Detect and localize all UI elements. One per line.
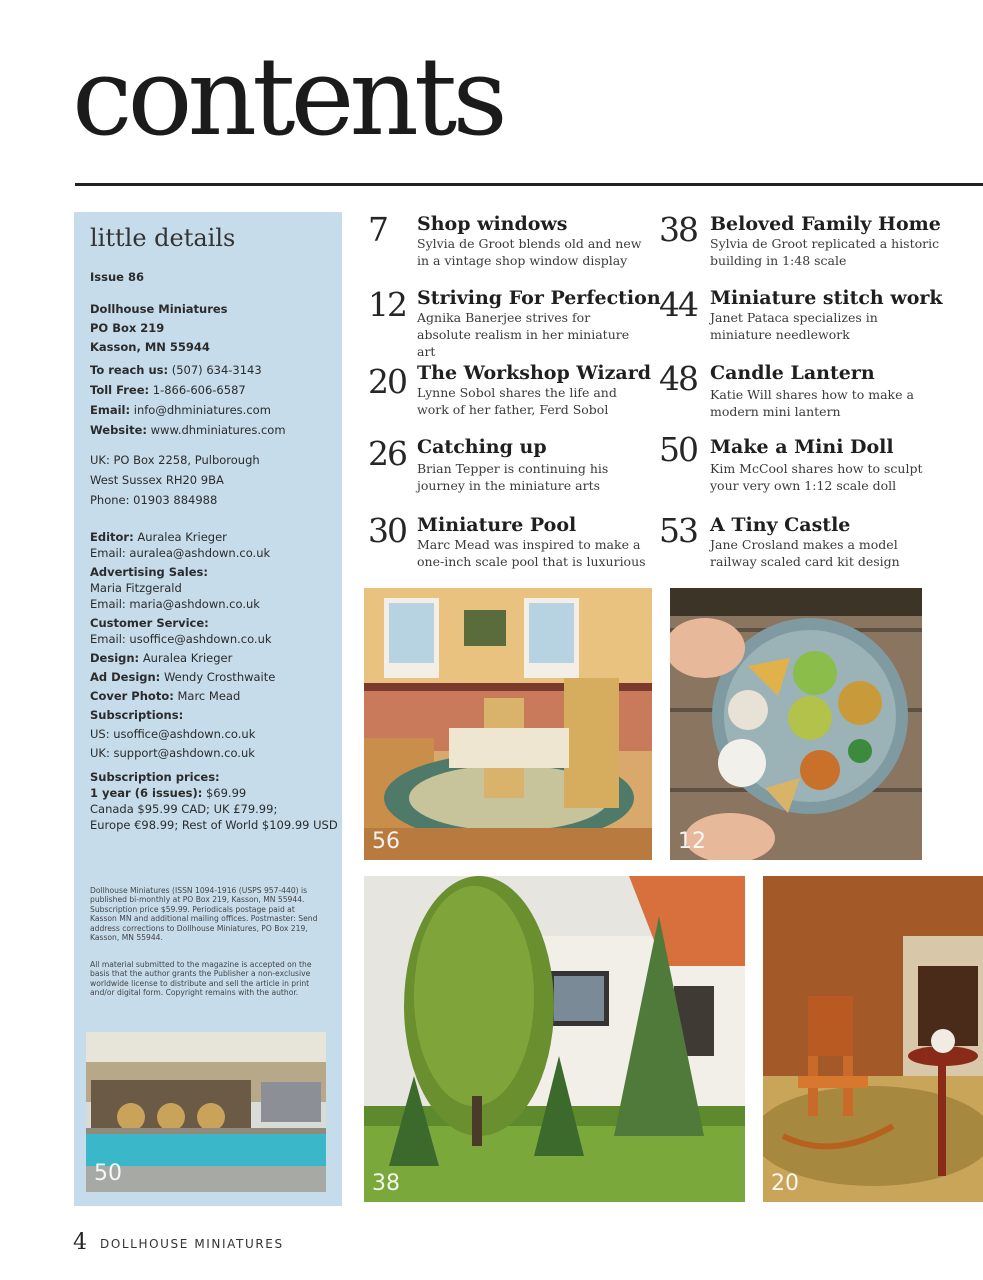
customer-service-email: Email: usoffice@ashdown.co.uk [90,632,272,646]
article-description: Agnika Banerjee strives for absolute realism in her miniature art [417,310,630,359]
article-page-number: 20 [368,362,406,401]
article-description: Sylvia de Groot replicated a historic building in 1:48 scale [710,236,940,268]
subscriptions-label: Subscriptions: [90,708,184,722]
miniature-food-photo[interactable] [670,588,922,860]
copyright-notice: All material submitted to the magazine is accepted on the basis that the author grants the Publisher a non-exclusive worldwide license to distribute and sell the article in print and/or digital form. Copyright remains with the author. [90,960,312,998]
photo-page-label: 12 [678,829,706,854]
contact-list [90,360,286,440]
article-page-number: 48 [659,359,697,398]
article-page-number: 38 [659,210,697,249]
toll-free-line: Toll Free: 1-866-606-6587 [90,383,246,397]
info-email-link[interactable]: info@dhminiatures.com [133,403,271,417]
article-description: Kim McCool shares how to sculpt your very own 1:12 scale doll [710,461,923,493]
subscription-prices-label: Subscription prices: [90,770,220,784]
article-title[interactable]: Catching up [417,436,547,458]
food-plate-illustration [670,588,922,860]
article-description: Marc Mead was inspired to make a one-inch scale pool that is luxurious [417,537,646,569]
article-title[interactable]: Beloved Family Home [710,213,941,235]
sidebar-heading: little details [90,224,236,252]
article-description: Lynne Sobol shares the life and work of her father, Ferd Sobol [417,385,617,417]
article-title[interactable]: The Workshop Wizard [417,362,651,384]
article-description: Katie Will shares how to make a modern mini lantern [710,387,914,419]
trees-house-illustration [364,876,745,1202]
subscriptions-us: US: usoffice@ashdown.co.uk [90,727,256,741]
article-page-number: 44 [659,285,697,324]
article-page-number: 30 [368,511,406,550]
subscriptions-uk: UK: support@ashdown.co.uk [90,746,255,760]
subscription-price-intl: Canada $95.99 CAD; UK £79.99; [90,802,278,816]
photo-page-label: 20 [771,1171,799,1196]
customer-service-label: Customer Service: [90,616,209,630]
dining-room-illustration [364,588,652,860]
article-page-number: 26 [368,434,406,473]
ad-sales-email: Email: maria@ashdown.co.uk [90,597,260,611]
rocking-chair-photo[interactable] [763,876,983,1202]
staff-credits [90,529,338,833]
article-description: Jane Crosland makes a model railway scaled card kit design [710,537,900,569]
article-page-number: 50 [659,430,697,469]
article-page-number: 7 [368,210,387,249]
editor-email: Email: auralea@ashdown.co.uk [90,546,271,560]
subscription-price-world: Europe €98.99; Rest of World $109.99 USD [90,818,338,832]
website-link[interactable]: www.dhminiatures.com [150,423,286,437]
page-title: contents [72,35,503,160]
article-title[interactable]: Shop windows [417,213,568,235]
trees-house-photo[interactable] [364,876,745,1202]
pool-illustration [86,1032,326,1192]
ad-sales-label: Advertising Sales: [90,565,208,579]
phone-line: To reach us: (507) 634-3143 [90,363,262,377]
article-page-number: 12 [368,285,406,324]
subscription-price-us: 1 year (6 issues): $69.99 [90,786,247,800]
editor-line: Editor: Auralea Krieger [90,530,227,544]
dining-room-photo[interactable] [364,588,652,860]
pool-photo [86,1032,326,1192]
article-description: Sylvia de Groot blends old and new in a vintage shop window display [417,236,642,268]
website-line: Website: www.dhminiatures.com [90,423,286,437]
email-line: Email: info@dhminiatures.com [90,403,271,417]
mailing-address: Dollhouse Miniatures PO Box 219 Kasson, MN 55944 [90,302,228,354]
article-description: Brian Tepper is continuing his journey in the miniature arts [417,461,609,493]
publication-notice: Dollhouse Miniatures (ISSN 1094-1916 (USPS 957-440) is published bi-monthly at PO Box 219, Kasson, MN 55944. Subscription price $59.99. Periodicals postage paid at Kasson MN and additional mailing offices. Postmaster: Send address corrections to Dollhouse Miniatures, PO Box 219, Kasson, MN 55944. [90,886,318,943]
design-line: Design: Auralea Krieger [90,651,233,665]
little-details-sidebar [74,212,342,1206]
photo-page-label: 56 [372,829,400,854]
page-number: 4 [73,1230,87,1255]
uk-address: UK: PO Box 2258, Pulborough West Sussex RH20 9BA Phone: 01903 884988 [90,453,260,507]
photo-page-label: 50 [94,1161,122,1186]
article-page-number: 53 [659,511,697,550]
article-title[interactable]: Make a Mini Doll [710,436,894,458]
article-title[interactable]: Striving For Perfection [417,287,661,309]
rocking-chair-illustration [763,876,983,1202]
article-description: Janet Pataca specializes in miniature needlework [710,310,878,342]
cover-photo-line: Cover Photo: Marc Mead [90,689,241,703]
ad-sales-name: Maria Fitzgerald [90,581,182,595]
issue-number: Issue 86 [90,270,144,284]
magazine-name: DOLLHOUSE MINIATURES [100,1237,284,1251]
article-title[interactable]: Miniature Pool [417,514,577,536]
photo-page-label: 38 [372,1171,400,1196]
article-title[interactable]: Miniature stitch work [710,287,943,309]
title-divider [75,183,983,186]
article-title[interactable]: A Tiny Castle [710,514,851,536]
ad-design-line: Ad Design: Wendy Crosthwaite [90,670,276,684]
article-title[interactable]: Candle Lantern [710,362,875,384]
